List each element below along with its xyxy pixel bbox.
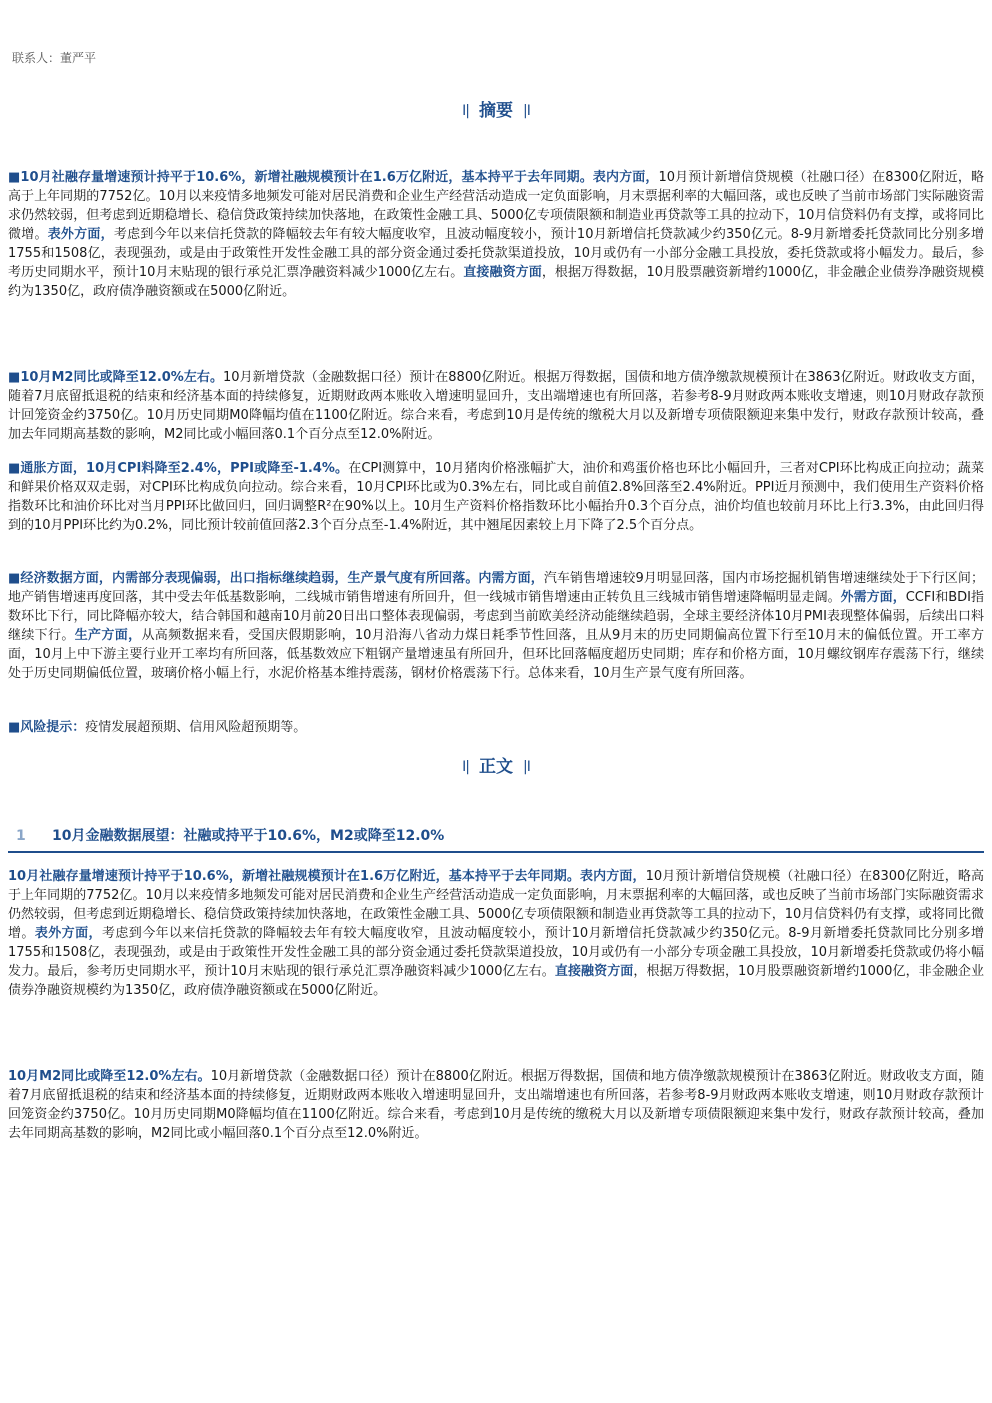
body-title: 正文: [479, 757, 513, 777]
body-text: 10月新增贷款（金融数据口径）预计在8800亿附近。根据万得数据，国债和地方债净缴款规模预计在3863亿附近。财政收支方面，随着7月底留抵退税的结束和经济基本面的持续修复，近期财政两本账收入增速明显回升，支出端增速也有所回落，若参考8-9月财政两本账收支增速，则10月财政存款预计回笼资金约3750亿。10月历史同期M0降幅均值在1100亿附近。综合来看，考虑到10月是传统的缴税大月以及新增专项债限额迎来集中发行，财政存款预计较高，叠加去年同期高基数的影响，M2同比或小幅回落0.1个百分点至12.0%附近。: [8, 370, 984, 442]
body-paragraph-m2: [8, 1067, 984, 1143]
body-text: 在CPI测算中，10月猪肉价格涨幅扩大，油价和鸡蛋价格也环比小幅回升，三者对CPI环比构成正向拉动；蔬菜和鲜果价格双双走弱，对CPI环比构成负向拉动。综合来看，10月CPI环比或为0.3%左右，同比或自前值2.8%回落至2.4%附近。PPI近月预测中，我们使用生产资料价格指数环比和油价环比对当月PPI环比做回归，回归调整R²在90%以上。10月生产资料价格指数环比小幅抬升0.3个百分点，油价均值也较前月环比上行3.3%，由此回归得到的10月PPI环比约为0.2%，同比预计较前值回落2.3个百分点至-1.4%附近，其中翘尾因素较上月下降了2.5个百分点。: [8, 461, 984, 533]
highlight-text: ■通胀方面，10月CPI料降至2.4%，PPI或降至-1.4%。: [8, 461, 349, 476]
title-bar-left-icon: I|: [462, 759, 469, 775]
body-text: ，根据万得数据，10月股票融资新增约1000亿，非金融企业债券净融资规模约为1350亿，政府债净融资额或在5000亿附近。: [8, 265, 984, 299]
summary-paragraph-risk: [8, 718, 984, 737]
body-text: ，根据万得数据，10月股票融资新增约1000亿，非金融企业债券净融资规模约为1350亿，政府债净融资额或在5000亿附近。: [8, 964, 984, 998]
section-heading-text: 10月金融数据展望：社融或持平于10.6%，M2或降至12.0%: [52, 828, 445, 844]
summary-paragraph-inflation: [8, 459, 984, 535]
body-text: 10月新增贷款（金融数据口径）预计在8800亿附近。根据万得数据，国债和地方债净缴款规模预计在3863亿附近。财政收支方面，随着7月底留抵退税的结束和经济基本面的持续修复，近期财政两本账收入增速明显回升，支出端增速也有所回落，若参考8-9月财政两本账收支增速，则10月财政存款预计回笼资金约3750亿。10月历史同期M0降幅均值在1100亿附近。综合来看，考虑到10月是传统的缴税大月以及新增专项债限额迎来集中发行，财政存款预计较高，叠加去年同期高基数的影响，M2同比或小幅回落0.1个百分点至12.0%附近。: [8, 1069, 984, 1141]
highlight-text: 外需方面，: [840, 590, 906, 605]
body-text: 10月预计新增信贷规模（社融口径）在8300亿附近，略高于上年同期的7752亿。10月以来疫情多地频发可能对居民消费和企业生产经营活动造成一定负面影响，月末票据利率的大幅回落，或也反映了当前市场部门实际融资需求仍然较弱，但考虑到近期稳增长、稳信贷政策持续加快落地，在政策性金融工具、5000亿专项债限额和制造业再贷款等工具的拉动下，10月信贷料仍有支撑，或将同比微增。: [8, 869, 984, 941]
section-number: 1: [16, 828, 26, 844]
body-text: 汽车销售增速较9月明显回落，国内市场挖掘机销售增速继续处于下行区间；地产销售增速再度回落，其中受去年低基数影响，二线城市销售增速有所回升，但一线城市销售增速由正转负且三线城市销售增速降幅明显走阔。: [8, 571, 984, 605]
highlight-text: 生产方面，: [74, 628, 142, 643]
summary-paragraph-m2: [8, 368, 984, 444]
highlight-text: ■10月M2同比或降至12.0%左右。: [8, 370, 224, 385]
highlight-text: 直接融资方面: [554, 964, 634, 979]
body-text: 从高频数据来看，受国庆假期影响，10月沿海八省动力煤日耗季节性回落，且从9月末的历史同期偏高位置下行至10月末的偏低位置。开工率方面，10月上中下游主要行业开工率均有所回落，低基数效应下粗钢产量增速虽有所回升，但环比回落幅度超历史同期；库存和价格方面，10月螺纹钢库存震荡下行，继续处于历史同期偏低位置，玻璃价格小幅上行，水泥价格基本维持震荡，钢材价格震荡下行。总体来看，10月生产景气度有所回落。: [8, 628, 984, 681]
body-text: 考虑到今年以来信托贷款的降幅较去年有较大幅度收窄，且波动幅度较小，预计10月新增信托贷款减少约350亿元。8-9月新增委托贷款同比分别多增1755和1508亿，表现强劲，或是由于政策性开发性金融工具的部分资金通过委托贷款渠道投放，10月或仍有一小部分专项金融工具投放，10月新增委托贷款或仍将小幅发力。最后，参考历史同期水平，预计10月末贴现的银行承兑汇票净融资料减少1000亿左右。: [8, 926, 984, 979]
highlight-text: 10月M2同比或降至12.0%左右。: [8, 1069, 211, 1084]
summary-paragraph-economy: [8, 569, 984, 683]
title-bar-right-icon: |I: [523, 103, 530, 119]
summary-title: 摘要: [479, 101, 513, 121]
highlight-text: ■经济数据方面，内需部分表现偏弱，出口指标继续趋弱，生产景气度有所回落。内需方面，: [8, 571, 544, 586]
body-text: CCFI和BDI指数环比下行，同比降幅亦较大，结合韩国和越南10月前20日出口整体表现偏弱，考虑到当前欧美经济动能继续趋弱，全球主要经济体10月PMI表现整体偏弱，后续出口料继续下行。: [8, 590, 984, 643]
title-bar-right-icon: |I: [523, 759, 530, 775]
highlight-text: 10月社融存量增速预计持平于10.6%，新增社融规模预计在1.6万亿附近，基本持平于去年同期。表内方面，: [8, 869, 646, 884]
body-paragraph-social-financing: [8, 867, 984, 1000]
section-heading-1: [8, 825, 984, 853]
summary-paragraph-social-financing: [8, 168, 984, 301]
highlight-text: 表外方面，: [34, 926, 102, 941]
body-text: 疫情发展超预期、信用风险超预期等。: [85, 720, 307, 735]
highlight-text: 表外方面，: [47, 227, 114, 242]
title-bar-left-icon: I|: [462, 103, 469, 119]
highlight-text: 直接融资方面: [463, 265, 542, 280]
body-title-block: [0, 752, 992, 777]
highlight-text: ■10月社融存量增速预计持平于10.6%，新增社融规模预计在1.6万亿附近，基本持平于去年同期。表内方面，: [8, 170, 659, 185]
body-text: 10月预计新增信贷规模（社融口径）在8300亿附近，略高于上年同期的7752亿。10月以来疫情多地频发可能对居民消费和企业生产经营活动造成一定负面影响，月末票据利率的大幅回落，或也反映了当前市场部门实际融资需求仍然较弱，但考虑到近期稳增长、稳信贷政策持续加快落地，在政策性金融工具、5000亿专项债限额和制造业再贷款等工具的拉动下，10月信贷料仍有支撑，或将同比微增。: [8, 170, 984, 242]
contact-person: 联系人：董严平: [12, 51, 97, 65]
body-text: 考虑到今年以来信托贷款的降幅较去年有较大幅度收窄，且波动幅度较小，预计10月新增信托贷款减少约350亿元。8-9月新增委托贷款同比分别多增1755和1508亿，表现强劲，或是由于政策性开发性金融工具的部分资金通过委托贷款渠道投放，10月或仍有一小部分金融工具投放，委托贷款或将小幅发力。最后，参考历史同期水平，预计10月末贴现的银行承兑汇票净融资料减少1000亿左右。: [8, 227, 984, 280]
highlight-text: ■风险提示：: [8, 720, 86, 735]
summary-title-block: [0, 96, 992, 121]
